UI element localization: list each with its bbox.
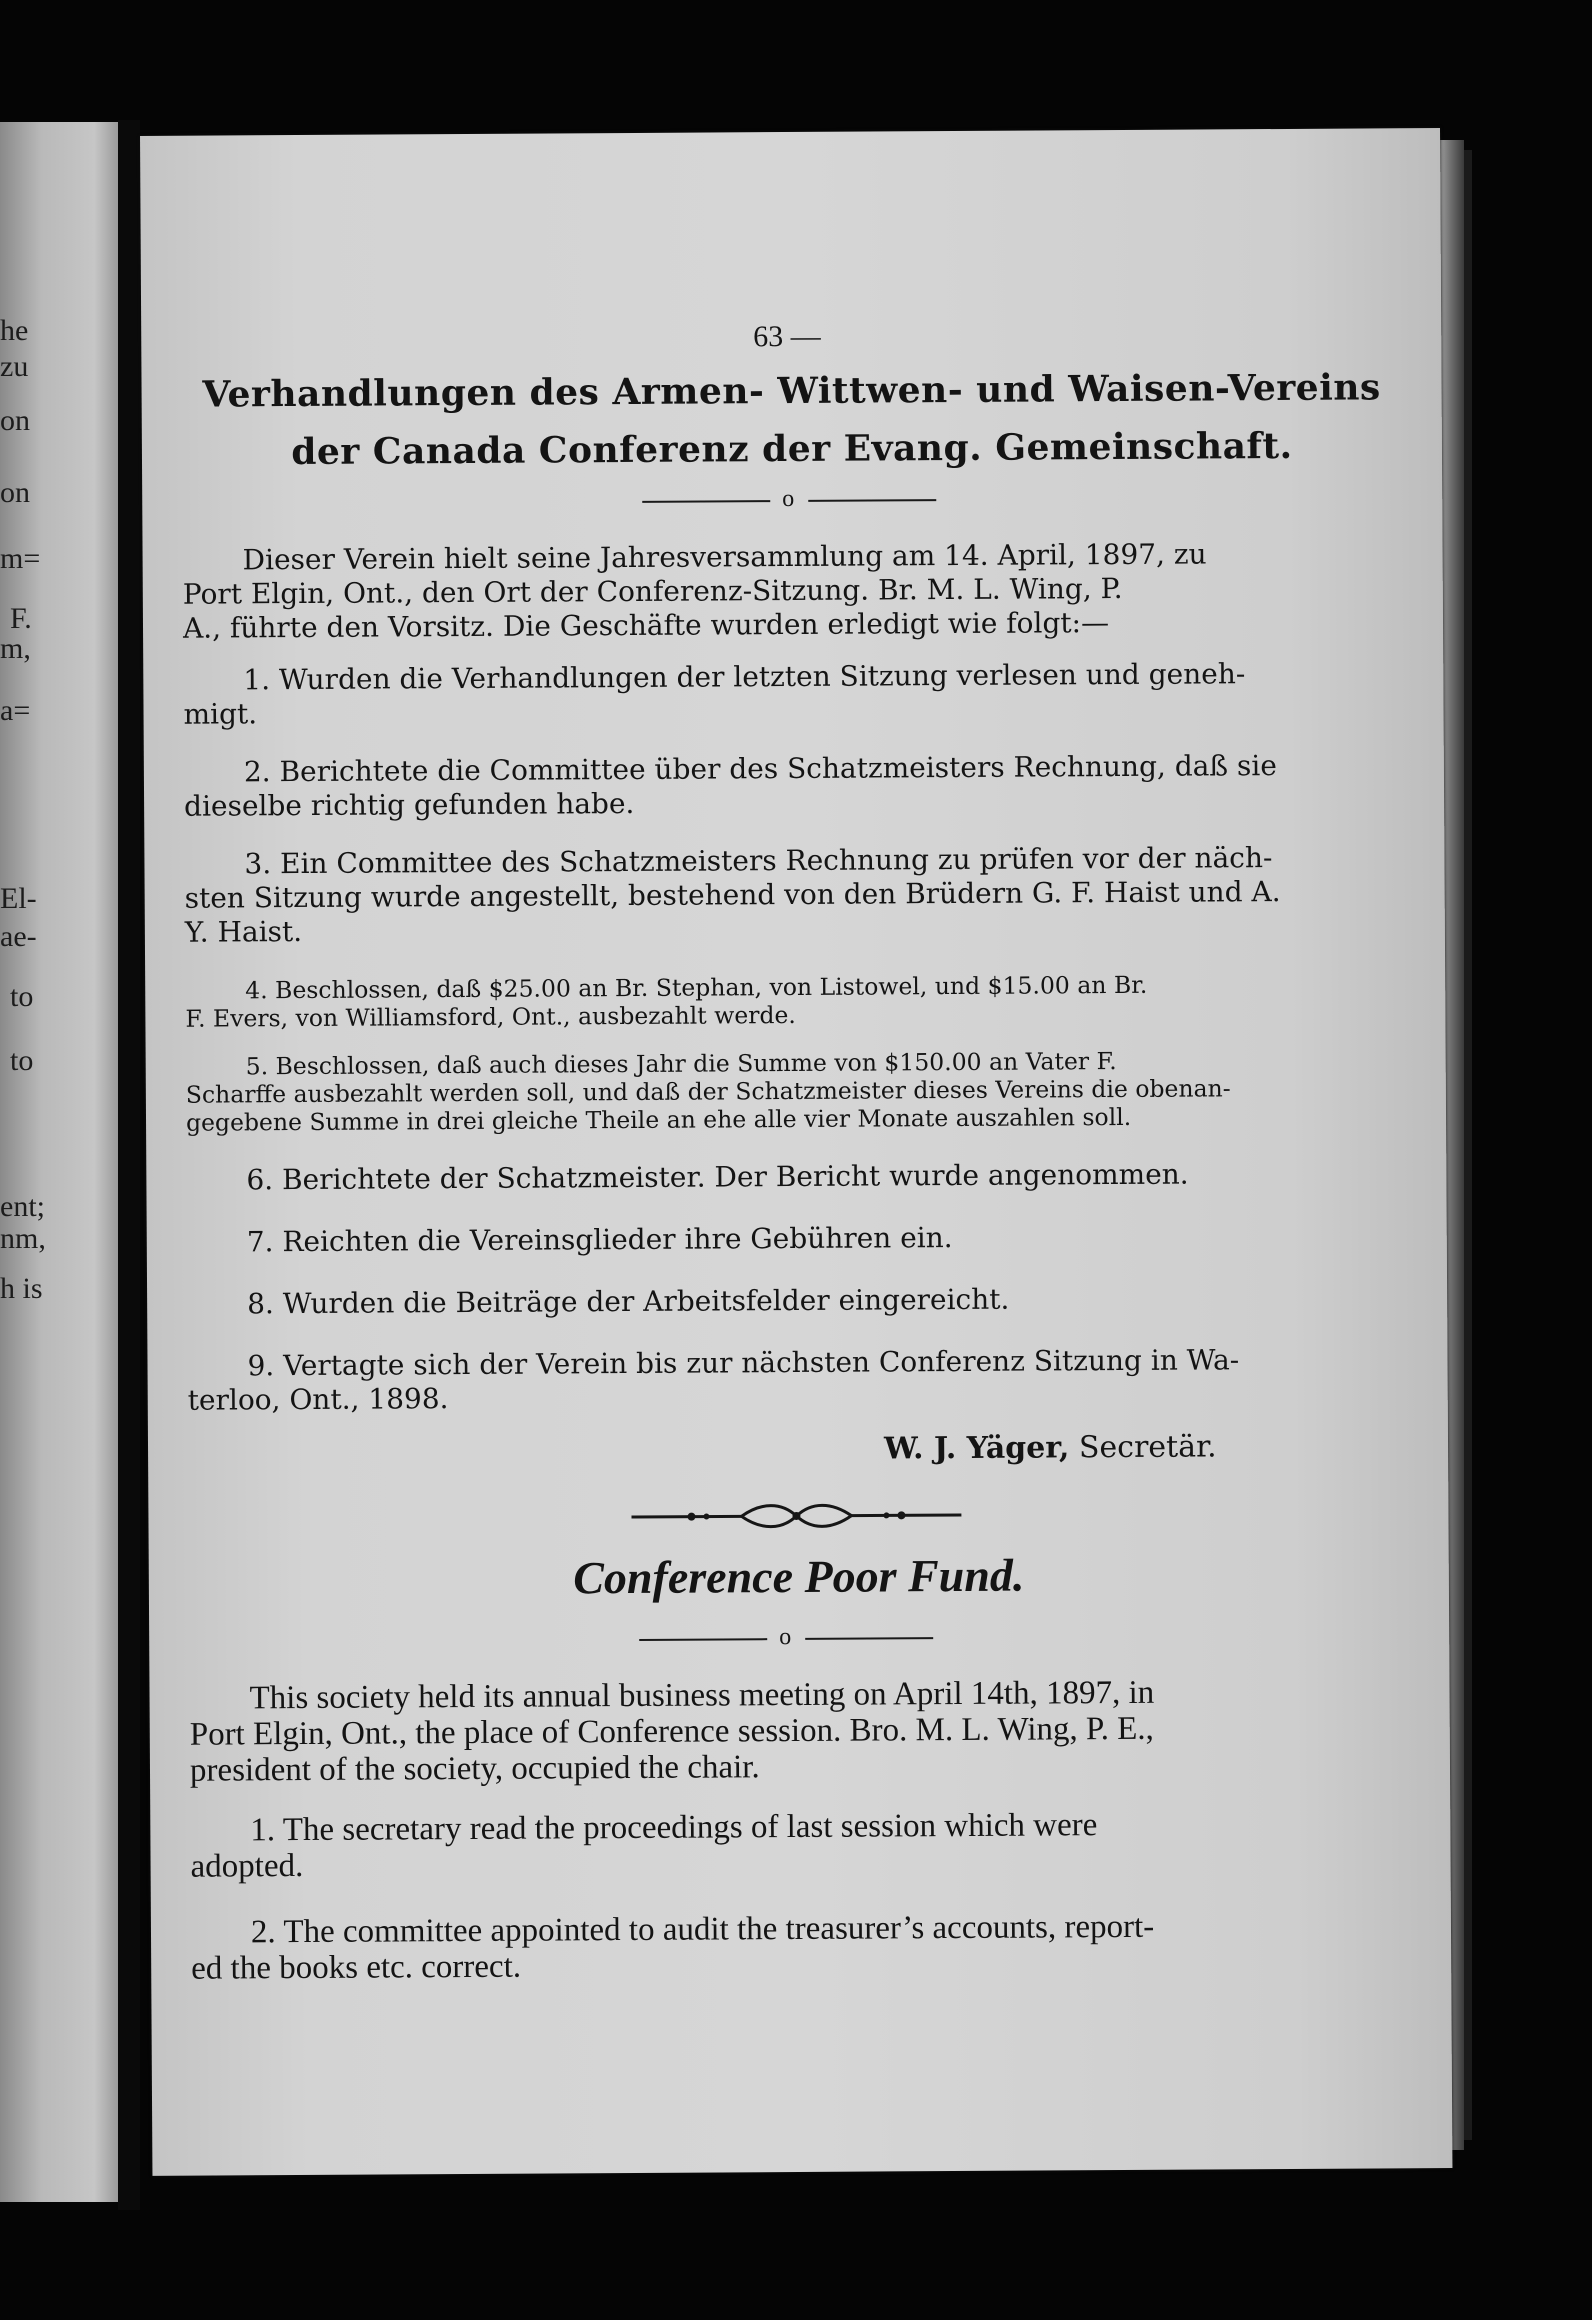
previous-page-fragment: a=: [0, 694, 31, 727]
previous-page-fragment: El-: [0, 882, 37, 915]
english-text-line: Port Elgin, Ont., the place of Conference session. Bro. M. L. Wing, P. E.,: [189, 1710, 1154, 1753]
divider-mark: o: [779, 1624, 792, 1651]
previous-page-fragment: he: [0, 314, 29, 347]
previous-page-fragment: h is: [0, 1272, 43, 1305]
german-text-line: 8. Wurden die Beiträge der Arbeitsfelder eingereicht.: [247, 1282, 1010, 1321]
previous-page-fragment: zu: [0, 350, 29, 383]
title-divider: [642, 485, 942, 517]
previous-page-fragment: m=: [0, 542, 41, 575]
german-text-line: sten Sitzung wurde angestellt, bestehend von den Brüdern G. F. Haist und A.: [184, 875, 1281, 915]
ornament-divider: [631, 1501, 961, 1531]
german-text-line: terloo, Ont., 1898.: [187, 1382, 449, 1417]
german-text-line: Y. Haist.: [184, 914, 303, 949]
book-page: [140, 128, 1452, 2176]
german-text-line: Scharffe ausbezahlt werden soll, und daß der Schatzmeister dieses Vereins die obenan-: [185, 1074, 1231, 1109]
signature-role: Secretär.: [1078, 1429, 1217, 1466]
previous-page-fragment: on: [0, 476, 30, 509]
previous-page-fragment: F.: [10, 602, 32, 635]
previous-page-fragment: ent;: [0, 1190, 45, 1223]
german-text-line: F. Evers, von Williamsford, Ont., ausbezahlt werde.: [185, 1000, 796, 1033]
previous-page-margin: [0, 122, 118, 2202]
german-text-line: Port Elgin, Ont., den Ort der Conferenz-Sitzung. Br. M. L. Wing, P.: [182, 571, 1123, 611]
german-text-line: Dieser Verein hielt seine Jahresversammlung am 14. April, 1897, zu: [242, 537, 1207, 577]
page-content: [140, 128, 1452, 2176]
page-number: 63 —: [753, 319, 821, 354]
german-text-line: gegebene Summe in drei gleiche Theile an ehe alle vier Monate auszahlen soll.: [185, 1102, 1132, 1137]
german-text-line: 1. Wurden die Verhandlungen der letzten Sitzung verlesen und geneh-: [243, 657, 1246, 697]
german-text-line: dieselbe richtig gefunden habe.: [184, 786, 635, 823]
previous-page-fragment: ae-: [0, 920, 37, 953]
divider-mark: o: [782, 485, 795, 513]
english-text-line: ed the books etc. correct.: [191, 1948, 522, 1987]
german-text-line: 4. Beschlossen, daß $25.00 an Br. Stephan, von Listowel, und $15.00 an Br.: [245, 970, 1148, 1005]
german-text-line: migt.: [183, 697, 258, 731]
english-text-line: 2. The committee appointed to audit the treasurer’s accounts, report-: [250, 1908, 1155, 1951]
german-text-line: 9. Vertagte sich der Verein bis zur nächsten Conferenz Sitzung in Wa-: [247, 1343, 1240, 1383]
previous-page-fragment: to: [10, 1044, 34, 1077]
english-text-line: 1. The secretary read the proceedings of last session which were: [250, 1807, 1098, 1849]
german-text-line: 3. Ein Committee des Schatzmeisters Rechnung zu prüfen vor der näch-: [244, 841, 1273, 881]
previous-page-fragment: on: [0, 404, 30, 437]
previous-page-fragment: m,: [0, 632, 31, 665]
german-title-line-2: der Canada Conferenz der Evang. Gemeinschaft.: [291, 424, 1293, 474]
english-title: Conference Poor Fund.: [573, 1549, 1025, 1604]
signature-name: W. J. Yäger,: [883, 1430, 1070, 1467]
english-title-divider: [639, 1623, 939, 1655]
german-text-line: 7. Reichten die Vereinsglieder ihre Gebühren ein.: [246, 1221, 953, 1259]
german-title-line-1: Verhandlungen des Armen- Wittwen- und Waisen-Vereins: [202, 366, 1381, 416]
signature: [884, 1429, 1217, 1466]
previous-page-fragment: nm,: [0, 1222, 46, 1255]
english-text-line: president of the society, occupied the chair.: [189, 1749, 760, 1789]
german-text-line: 6. Berichtete der Schatzmeister. Der Bericht wurde angenommen.: [246, 1157, 1189, 1197]
book-gutter: [118, 120, 140, 2210]
page-edge-shadow: [1464, 150, 1472, 2140]
english-text-line: adopted.: [190, 1848, 304, 1885]
german-text-line: 5. Beschlossen, daß auch dieses Jahr die Summe von $150.00 an Vater F.: [245, 1047, 1117, 1081]
german-text-line: A., führte den Vorsitz. Die Geschäfte wurden erledigt wie folgt:—: [182, 606, 1110, 645]
german-text-line: 2. Berichtete die Committee über des Schatzmeisters Rechnung, daß sie: [243, 749, 1277, 789]
english-text-line: This society held its annual business meeting on April 14th, 1897, in: [249, 1674, 1155, 1717]
previous-page-fragment: to: [10, 980, 34, 1013]
